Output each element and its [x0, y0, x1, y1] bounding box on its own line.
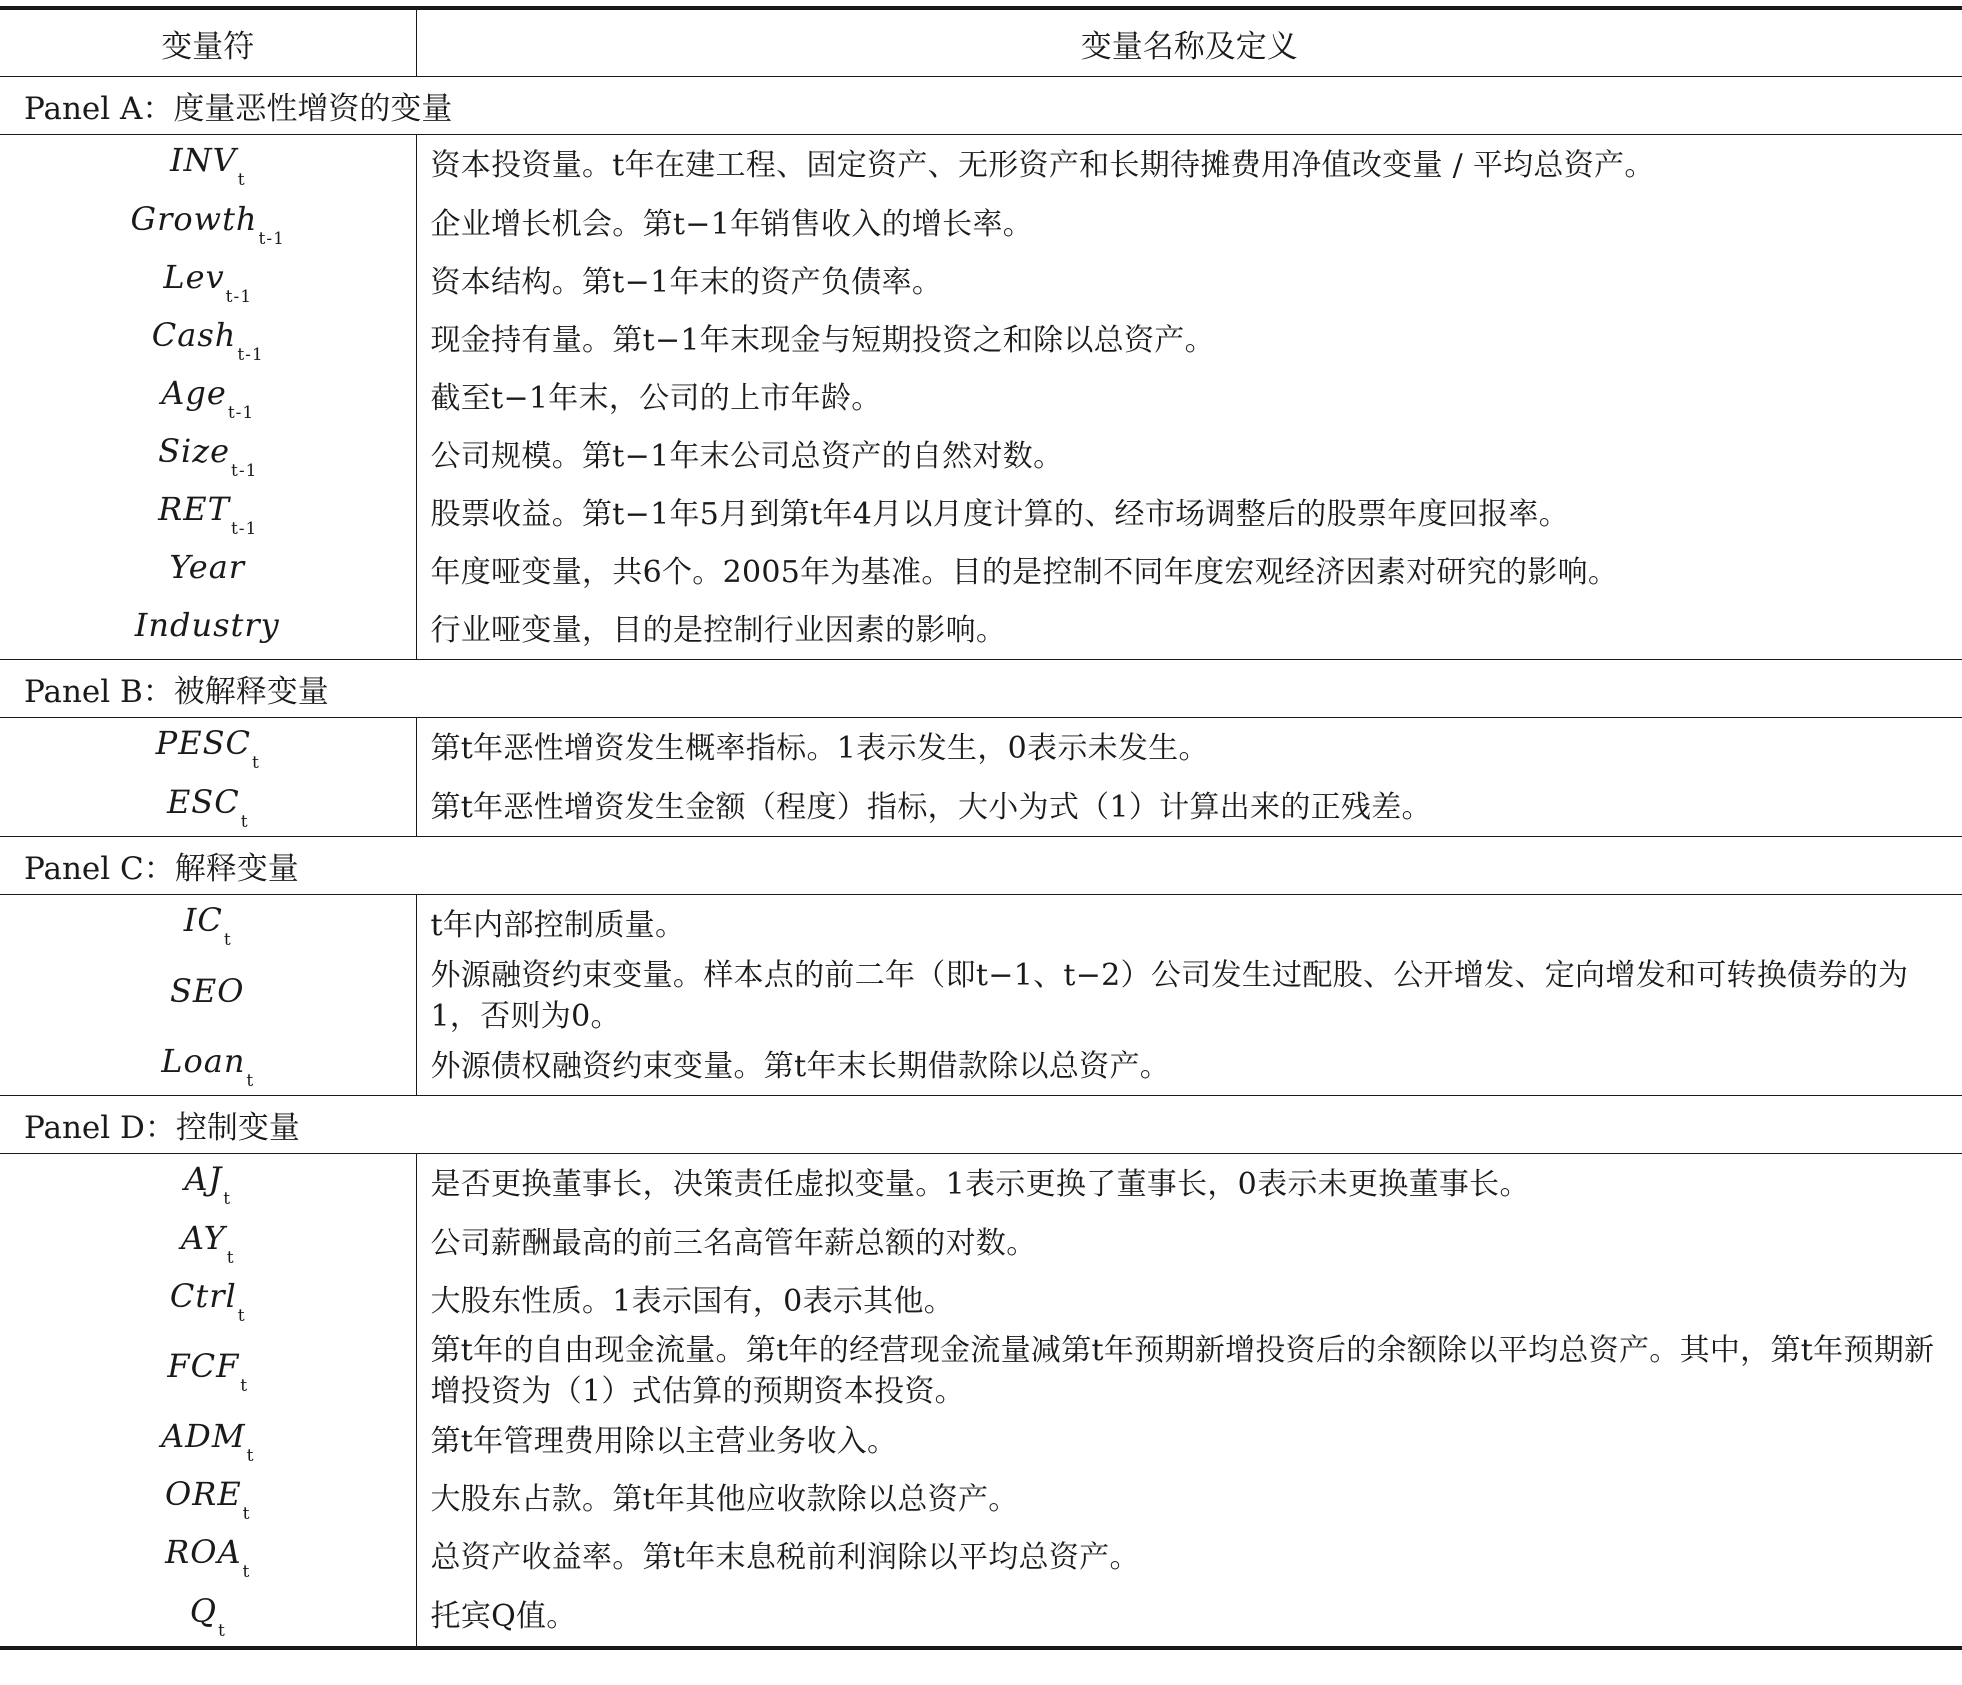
- variable-symbol: Year: [0, 543, 416, 601]
- variable-symbol: SEO: [0, 955, 416, 1037]
- table-row: [0, 369, 1962, 427]
- variable-definition-table: [0, 6, 1962, 1650]
- variable-definition: 外源债权融资约束变量。第t年末长期借款除以总资产。: [430, 1048, 1171, 1084]
- variable-definition: 第t年恶性增资发生金额（程度）指标，大小为式（1）计算出来的正残差。: [430, 789, 1432, 825]
- variable-symbol: Size$_{t-1}$: [0, 427, 416, 485]
- variable-definition: 企业增长机会。第t−1年销售收入的增长率。: [430, 206, 1034, 242]
- variable-symbol: Loan$_t$: [0, 1037, 416, 1096]
- variable-definition: 第t年管理费用除以主营业务收入。: [430, 1423, 898, 1459]
- table-row: [0, 543, 1962, 601]
- panel-c-header: [0, 837, 1962, 895]
- variable-symbol: Industry: [0, 601, 416, 660]
- variable-symbol: $INV_t$: [0, 135, 416, 196]
- variable-definition: 外源融资约束变量。样本点的前二年（即t−1、t−2）公司发生过配股、公开增发、定向增发和可转换债券的为1，否则为0。: [430, 958, 1909, 1034]
- variable-symbol: $ROA_t$: [0, 1528, 416, 1586]
- variable-symbol: Lev$_{t-1}$: [0, 253, 416, 311]
- table-row: [0, 1528, 1962, 1586]
- panel-d-header: [0, 1096, 1962, 1154]
- variable-symbol: $FCF_t$: [0, 1330, 416, 1412]
- table-row: [0, 1586, 1962, 1648]
- variable-definition: 资本结构。第t−1年末的资产负债率。: [430, 264, 943, 300]
- table-row: [0, 1470, 1962, 1528]
- table-row: [0, 195, 1962, 253]
- variable-symbol: $ORE_t$: [0, 1470, 416, 1528]
- table-row: [0, 1154, 1962, 1215]
- panel-title: Panel B：被解释变量: [0, 660, 1962, 718]
- table-row: [0, 1214, 1962, 1272]
- table-row: [0, 718, 1962, 779]
- variable-symbol: $Q_t$: [0, 1586, 416, 1648]
- table-row: [0, 1330, 1962, 1412]
- variable-definition: 行业哑变量，目的是控制行业因素的影响。: [430, 612, 1007, 648]
- variable-definition: 大股东性质。1表示国有，0表示其他。: [430, 1283, 955, 1319]
- variable-definition: t年内部控制质量。: [430, 907, 686, 943]
- variable-symbol: $PESC_t$: [0, 718, 416, 779]
- variable-definition: 年度哑变量，共6个。2005年为基准。目的是控制不同年度宏观经济因素对研究的影响。: [430, 554, 1619, 590]
- table-row: [0, 427, 1962, 485]
- variable-definition: 第t年恶性增资发生概率指标。1表示发生，0表示未发生。: [430, 730, 1209, 766]
- panel-a-header: [0, 77, 1962, 135]
- panel-title: Panel A：度量恶性增资的变量: [0, 77, 1962, 135]
- variable-symbol: $AJ_t$: [0, 1154, 416, 1215]
- table-row: [0, 1412, 1962, 1470]
- variable-definition: 公司规模。第t−1年末公司总资产的自然对数。: [430, 438, 1064, 474]
- table-row: [0, 1272, 1962, 1330]
- table-row: [0, 955, 1962, 1037]
- table-row: [0, 601, 1962, 660]
- variable-definition: 资本投资量。t年在建工程、固定资产、无形资产和长期待摊费用净值改变量 / 平均总资产。: [430, 147, 1655, 183]
- variable-definition: 现金持有量。第t−1年末现金与短期投资之和除以总资产。: [430, 322, 1215, 358]
- table-row: [0, 135, 1962, 196]
- variable-definition: 截至t−1年末，公司的上市年龄。: [430, 380, 882, 416]
- table-row: [0, 311, 1962, 369]
- variable-symbol: $ESC_t$: [0, 778, 416, 837]
- definition-column-header: 变量名称及定义: [416, 8, 1962, 77]
- variable-symbol: Ctrl$_t$: [0, 1272, 416, 1330]
- variable-symbol: $RET_{t-1}$: [0, 485, 416, 543]
- table-row: [0, 253, 1962, 311]
- table-row: [0, 778, 1962, 837]
- variable-symbol: Growth$_{t-1}$: [0, 195, 416, 253]
- variable-definition: 大股东占款。第t年其他应收款除以总资产。: [430, 1481, 1019, 1517]
- table-row: [0, 1037, 1962, 1096]
- variable-symbol: $AY_t$: [0, 1214, 416, 1272]
- variable-definition: 第t年的自由现金流量。第t年的经营现金流量减第t年预期新增投资后的余额除以平均总资产。其中，第t年预期新增投资为（1）式估算的预期资本投资。: [430, 1333, 1935, 1409]
- variable-definition: 托宾Q值。: [430, 1598, 577, 1634]
- variable-definition: 公司薪酬最高的前三名高管年薪总额的对数。: [430, 1225, 1037, 1261]
- table-row: [0, 895, 1962, 956]
- variable-symbol: $IC_t$: [0, 895, 416, 956]
- variable-definition: 股票收益。第t−1年5月到第t年4月以月度计算的、经市场调整后的股票年度回报率。: [430, 496, 1570, 532]
- panel-title: Panel C：解释变量: [0, 837, 1962, 895]
- variable-definition: 总资产收益率。第t年末息税前利润除以平均总资产。: [430, 1539, 1140, 1575]
- variable-definition: 是否更换董事长，决策责任虚拟变量。1表示更换了董事长，0表示未更换董事长。: [430, 1166, 1530, 1202]
- variable-symbol: Age$_{t-1}$: [0, 369, 416, 427]
- table-row: [0, 485, 1962, 543]
- symbol-column-header: 变量符: [0, 8, 416, 77]
- variable-symbol: $ADM_t$: [0, 1412, 416, 1470]
- panel-b-header: [0, 660, 1962, 718]
- table-header-row: [0, 8, 1962, 77]
- panel-title: Panel D：控制变量: [0, 1096, 1962, 1154]
- variable-symbol: Cash$_{t-1}$: [0, 311, 416, 369]
